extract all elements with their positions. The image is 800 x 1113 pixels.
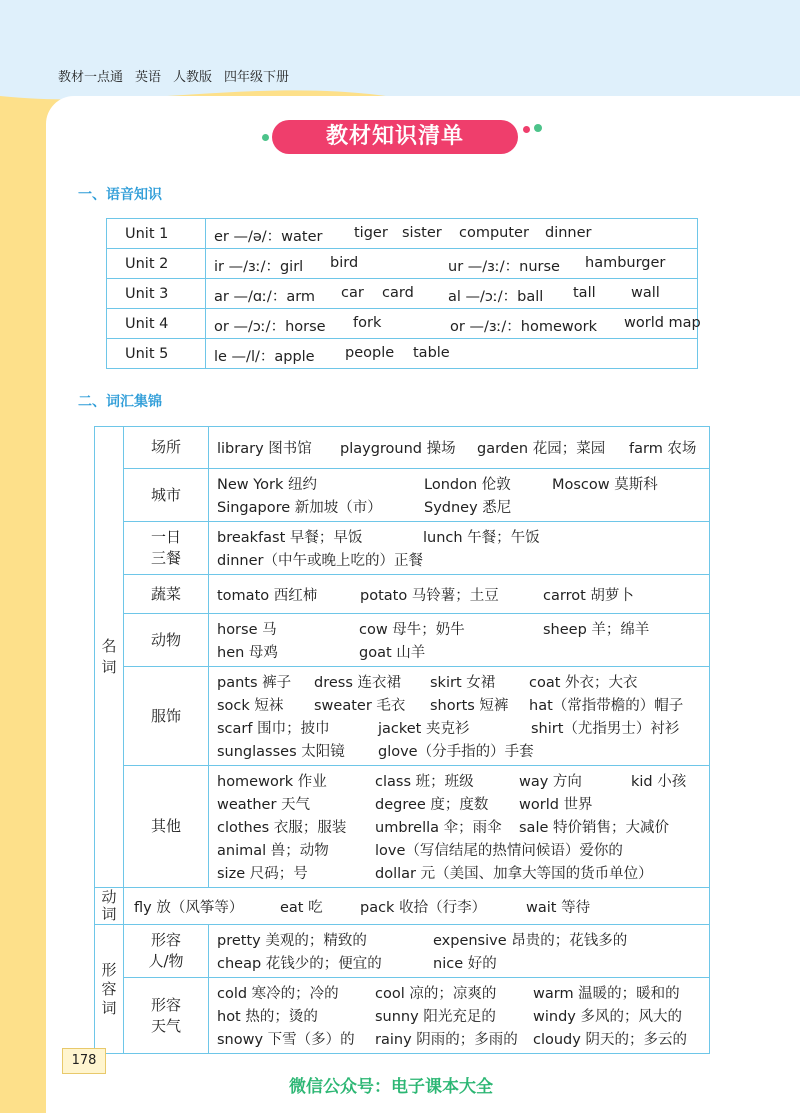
- word: size 尺码；号: [217, 866, 308, 882]
- category-label: 服饰: [124, 667, 209, 766]
- word: sweater 毛衣: [314, 698, 406, 714]
- word: eat 吃: [280, 899, 323, 916]
- word: wait 等待: [526, 899, 591, 916]
- word: warm 温暖的；暖和的: [533, 986, 680, 1002]
- category-text: 形容人/物: [148, 931, 184, 970]
- word: breakfast 早餐；早饭: [217, 530, 363, 546]
- word: nice 好的: [433, 956, 497, 972]
- word: London 伦敦: [424, 477, 511, 493]
- subject: 英语: [135, 70, 162, 85]
- word: fly 放（风筝等）: [134, 899, 244, 916]
- book-name: 教材一点通: [58, 70, 124, 85]
- table-row: [107, 339, 698, 369]
- category-label: 动物: [124, 614, 209, 667]
- category-label: [124, 925, 209, 978]
- word: world map: [624, 315, 701, 331]
- word: New York 纽约: [217, 477, 318, 493]
- word: cow 母牛；奶牛: [359, 622, 465, 638]
- category-label: 其他: [124, 766, 209, 888]
- word: fork: [353, 315, 382, 331]
- unit-label: Unit 2: [107, 249, 206, 279]
- word: hen 母鸡: [217, 645, 278, 661]
- vocab-cell: [209, 427, 710, 469]
- phonics-cell: [206, 339, 698, 369]
- word: cold 寒冷的；冷的: [217, 986, 339, 1002]
- category-label: 蔬菜: [124, 575, 209, 614]
- word: people: [345, 345, 395, 361]
- word: animal 兽；动物: [217, 843, 329, 859]
- word: sock 短袜: [217, 698, 284, 714]
- word: shirt（尤指男士）衬衫: [531, 721, 680, 737]
- word: homework 作业: [217, 774, 327, 790]
- word: wall: [631, 285, 660, 301]
- word: garden 花园；菜园: [477, 441, 606, 457]
- word: love（写信结尾的热情问候语）爱你的: [375, 843, 623, 859]
- word: kid 小孩: [631, 774, 687, 790]
- word: tall: [573, 285, 596, 301]
- category-text: 一日三餐: [150, 528, 181, 567]
- word: pretty 美观的；精致的: [217, 933, 367, 949]
- edition: 人教版: [173, 70, 213, 85]
- word: or —/ɜː/：homework: [450, 319, 598, 335]
- page-number: 178: [62, 1048, 106, 1074]
- word: tiger: [354, 225, 388, 241]
- word: bird: [330, 255, 359, 271]
- word: ar —/ɑː/：arm: [214, 289, 316, 305]
- word: card: [382, 285, 414, 301]
- phonics-cell: [206, 279, 698, 309]
- word: hot 热的；烫的: [217, 1009, 318, 1025]
- word: hat（常指带檐的）帽子: [529, 698, 684, 714]
- word: way 方向: [519, 774, 582, 790]
- vocab-cell: [209, 575, 710, 614]
- table-row: [95, 614, 710, 667]
- word: dollar 元（美国、加拿大等国的货币单位）: [375, 866, 653, 882]
- word: table: [413, 345, 450, 361]
- table-row: [95, 469, 710, 522]
- pos-verb: [95, 888, 124, 925]
- vocab-cell: [124, 888, 710, 925]
- phonics-table: [106, 218, 701, 369]
- word: computer: [459, 225, 529, 241]
- word: rainy 阴雨的；多雨的: [375, 1032, 518, 1048]
- word: library 图书馆: [217, 441, 312, 457]
- table-row: [95, 978, 710, 1054]
- word: farm 农场: [629, 441, 697, 457]
- word: Moscow 莫斯科: [552, 477, 658, 493]
- word: potato 马铃薯；土豆: [360, 587, 499, 604]
- word: le —/l/：apple: [214, 349, 315, 365]
- word: Singapore 新加坡（市）: [217, 500, 382, 516]
- word: pack 收拾（行李）: [360, 899, 487, 916]
- word: dress 连衣裙: [314, 675, 401, 691]
- word: or —/ɔː/：horse: [214, 319, 326, 335]
- table-row: [95, 427, 710, 469]
- section-vocab-heading: 二、词汇集锦: [78, 394, 162, 410]
- category-label: [124, 522, 209, 575]
- word: world 世界: [519, 797, 593, 813]
- word: scarf 围巾；披巾: [217, 721, 330, 737]
- word: dinner（中午或晚上吃的）正餐: [217, 553, 423, 569]
- table-row: [95, 925, 710, 978]
- pos-noun: [95, 427, 124, 888]
- phonics-cell: [206, 249, 698, 279]
- category-label: [124, 978, 209, 1054]
- footer-watermark: 微信公众号：电子课本大全: [289, 1077, 493, 1097]
- table-row: [95, 667, 710, 766]
- word: al —/ɔː/：ball: [448, 289, 544, 305]
- grade: 四年级下册: [224, 70, 290, 85]
- word: horse 马: [217, 622, 277, 638]
- word: weather 天气: [217, 797, 311, 813]
- word: jacket 夹克衫: [378, 721, 470, 737]
- word: clothes 衣服；服装: [217, 820, 347, 836]
- word: coat 外衣；大衣: [529, 675, 638, 691]
- word: car: [341, 285, 364, 301]
- vocab-cell: [209, 925, 710, 978]
- word: dinner: [545, 225, 592, 241]
- pos-label: 动词: [101, 888, 117, 923]
- word: carrot 胡萝卜: [543, 587, 634, 604]
- word: skirt 女裙: [430, 675, 496, 691]
- word: pants 裤子: [217, 675, 292, 691]
- phonics-cell: [206, 309, 701, 339]
- word: cheap 花钱少的；便宜的: [217, 956, 382, 972]
- word: sister: [402, 225, 442, 241]
- section-phonics-heading: 一、语音知识: [78, 187, 162, 203]
- word: ir —/ɜː/：girl: [214, 259, 304, 275]
- decor-dot: [262, 134, 269, 141]
- vocab-cell: [209, 469, 710, 522]
- pos-adjective: [95, 925, 124, 1054]
- word: sunglasses 太阳镜: [217, 744, 345, 760]
- vocab-cell: [209, 667, 710, 766]
- unit-label: Unit 3: [107, 279, 206, 309]
- page-title: 教材知识清单: [272, 120, 518, 154]
- vocab-table: [94, 426, 710, 1054]
- word: tomato 西红柿: [217, 587, 318, 604]
- unit-label: Unit 5: [107, 339, 206, 369]
- word: class 班；班级: [375, 774, 474, 790]
- word: ur —/ɜː/：nurse: [448, 259, 560, 275]
- table-row: [107, 249, 698, 279]
- table-row: [107, 309, 698, 339]
- pos-label: 形容词: [101, 960, 117, 1017]
- word: expensive 昂贵的；花钱多的: [433, 933, 628, 949]
- word: playground 操场: [340, 441, 456, 457]
- table-row: [107, 219, 698, 249]
- word: goat 山羊: [359, 645, 426, 661]
- unit-label: Unit 4: [107, 309, 206, 339]
- word: lunch 午餐；午饭: [423, 530, 540, 546]
- word: cool 凉的；凉爽的: [375, 986, 497, 1002]
- word: sheep 羊；绵羊: [543, 622, 650, 638]
- phonics-cell: [206, 219, 698, 249]
- table-row: [107, 279, 698, 309]
- vocab-cell: [209, 978, 710, 1054]
- word: sale 特价销售；大减价: [519, 820, 669, 836]
- unit-label: Unit 1: [107, 219, 206, 249]
- table-row: [95, 888, 710, 925]
- word: shorts 短裤: [430, 698, 509, 714]
- word: degree 度；度数: [375, 797, 489, 813]
- word: cloudy 阴天的；多云的: [533, 1032, 687, 1048]
- page-header: [58, 66, 301, 85]
- table-row: [95, 575, 710, 614]
- category-label: 场所: [124, 427, 209, 469]
- category-text: 形容天气: [150, 995, 181, 1035]
- vocab-cell: [209, 766, 710, 888]
- table-row: [95, 522, 710, 575]
- vocab-cell: [209, 522, 710, 575]
- decor-dot: [534, 124, 542, 132]
- pos-label: 名词: [101, 637, 117, 676]
- word: windy 多风的；风大的: [533, 1009, 682, 1025]
- word: hamburger: [585, 255, 666, 271]
- category-label: 城市: [124, 469, 209, 522]
- word: er —/ə/：water: [214, 229, 323, 245]
- word: Sydney 悉尼: [424, 500, 512, 516]
- table-row: [95, 766, 710, 888]
- word: umbrella 伞；雨伞: [375, 820, 502, 836]
- decor-dot: [523, 126, 530, 133]
- word: sunny 阳光充足的: [375, 1009, 496, 1025]
- vocab-cell: [209, 614, 710, 667]
- word: glove（分手指的）手套: [378, 744, 534, 760]
- word: snowy 下雪（多）的: [217, 1032, 355, 1048]
